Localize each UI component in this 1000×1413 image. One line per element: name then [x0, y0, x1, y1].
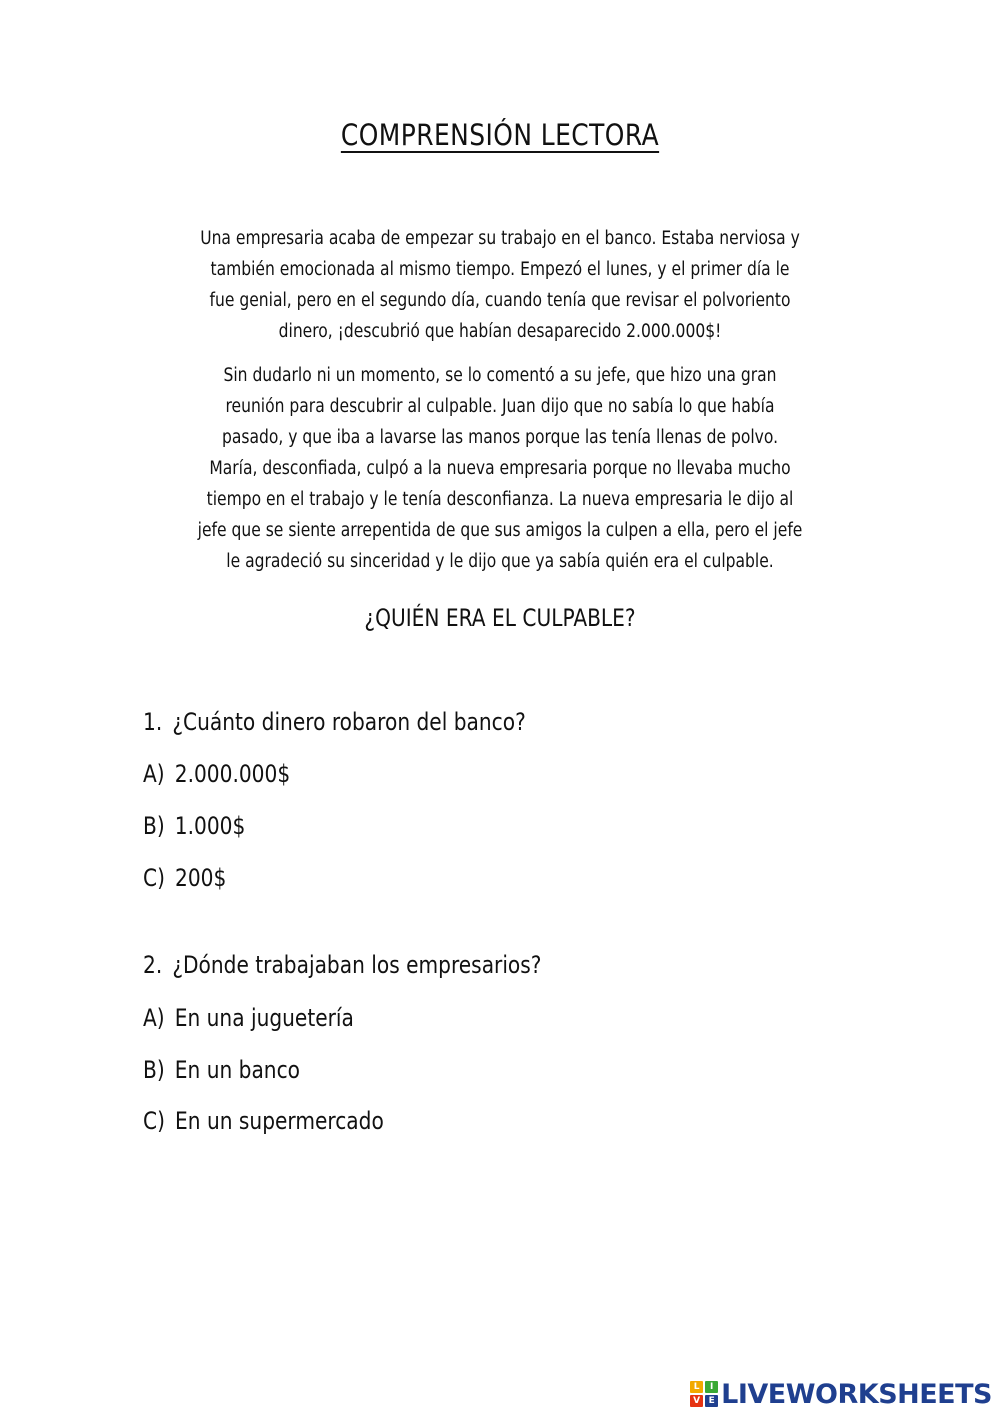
question-number: 2. [143, 951, 163, 979]
logo-mark-tile: E [705, 1395, 718, 1407]
option-letter: B) [143, 1056, 165, 1084]
option-text: 2.000.000$ [174, 760, 291, 788]
q1-option-c[interactable] [143, 864, 226, 892]
q2-option-b[interactable] [143, 1056, 300, 1084]
logo-mark-icon [690, 1381, 718, 1407]
liveworksheets-logo[interactable] [690, 1379, 992, 1409]
question-number: 1. [143, 708, 163, 736]
option-text: 1.000$ [174, 812, 246, 840]
option-letter: C) [143, 1107, 165, 1135]
logo-mark-tile: I [705, 1381, 718, 1393]
option-letter: A) [143, 760, 165, 788]
option-text: 200$ [175, 864, 227, 892]
question-text: ¿Dónde trabajaban los empresarios? [172, 951, 542, 979]
option-letter: C) [143, 864, 165, 892]
q1-option-a[interactable] [143, 760, 290, 788]
option-text: En un supermercado [175, 1107, 384, 1135]
question-2 [143, 951, 541, 979]
question-1 [143, 708, 526, 736]
option-text: En un banco [174, 1056, 301, 1084]
question-text: ¿Cuánto dinero robaron del banco? [172, 708, 526, 736]
q2-option-c[interactable] [143, 1107, 384, 1135]
logo-text: LIVEWORKSHEETS [721, 1378, 992, 1410]
reading-paragraph-2: Sin dudarlo ni un momento, se lo comentó a su jefe, que hizo una gran reunión para descubrir al culpable. Juan dijo que no sabía lo que había pasado, y que iba a lavarse las manos porque las tenía llenas de polvo. María, desconfiada, culpó a la nueva empresaria porque no llevaba mucho tiempo en el trabajo y le tenía desconfianza. La nueva empresaria le dijo al jefe que se siente arrepentida de que sus amigos la culpen a ella, pero el jefe le agradeció su sinceridad y le dijo que ya sabía quién era el culpable. [197, 365, 803, 572]
option-letter: B) [143, 812, 165, 840]
page-title: COMPRENSIÓN LECTORA [340, 118, 660, 152]
q2-option-a[interactable] [143, 1004, 354, 1032]
logo-mark-tile: V [690, 1395, 703, 1407]
q1-option-b[interactable] [143, 812, 245, 840]
section-subtitle: ¿QUIÉN ERA EL CULPABLE? [364, 604, 636, 632]
logo-mark-tile: L [690, 1381, 703, 1393]
reading-paragraph-1: Una empresaria acaba de empezar su trabajo en el banco. Estaba nerviosa y también emocionada al mismo tiempo. Empezó el lunes, y el primer día le fue genial, pero en el segundo día, cuando tenía que revisar el polvoriento dinero, ¡descubrió que habían desaparecido 2.000.000$! [200, 228, 800, 342]
option-letter: A) [143, 1004, 165, 1032]
option-text: En una juguetería [174, 1004, 354, 1032]
